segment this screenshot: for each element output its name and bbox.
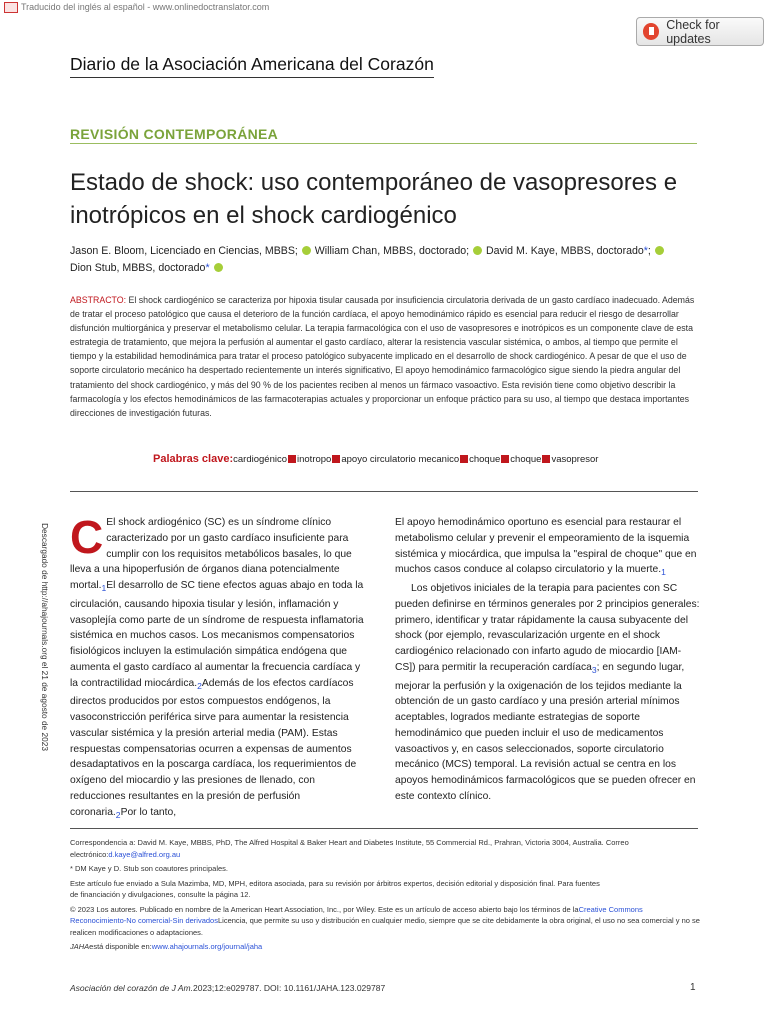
corresponding-mark[interactable]: *	[205, 262, 210, 274]
orcid-icon[interactable]	[655, 246, 664, 255]
orcid-icon[interactable]	[473, 246, 482, 255]
keyword[interactable]: inotropo	[297, 454, 332, 465]
keyword-separator-icon	[288, 455, 296, 463]
translator-bar[interactable]	[0, 0, 269, 14]
orcid-icon[interactable]	[302, 246, 311, 255]
keyword-separator-icon	[332, 455, 340, 463]
journal-title[interactable]: Diario de la Asociación Americana del Corazón	[70, 54, 434, 78]
abstract-label: ABSTRACTO:	[70, 295, 127, 305]
journal-url-link[interactable]: www.ahajournals.org/journal/jaha	[151, 942, 263, 951]
abstract-divider	[70, 491, 698, 492]
page-number: 1	[690, 982, 696, 993]
download-note	[32, 514, 50, 770]
author-chan: William Chan, MBBS, doctorado;	[314, 245, 470, 257]
author-stub: Dion Stub, MBBS, doctorado	[70, 262, 206, 274]
keyword[interactable]: cardiogénico	[233, 454, 287, 465]
footnote-divider	[70, 828, 698, 829]
body-paragraph: El apoyo hemodinámico oportuno es esencial para restaurar el metabolismo celular y prevenir el empeoramiento de la isquemia sistémica y miocárdica, que impulsa la "espiral de choque" que en muchos casos conduce al colapso circulatorio y la $muerte._1$	[395, 517, 697, 578]
editor-note: Este artículo fue enviado a Sula Mazimba, MD, MPH, editora asociada, para su revisión por árbitros expertos, decisión editorial y disposición final. Para fuentes de financiación y divulgaciones, consulte la página 12.	[70, 878, 600, 899]
check-for-updates-button[interactable]	[636, 17, 764, 46]
coauthor-note: * DM Kaye y D. Stub son coautores principales.	[70, 864, 228, 873]
reference-link[interactable]: 1	[101, 583, 107, 594]
translator-flag-icon	[4, 2, 18, 13]
correspondence-note: Correspondencia a: David M. Kaye, MBBS, PhD, The Alfred Hospital & Baker Heart and Diabetes Institute, 55 Commercial Rd., Prahran, Victoria 3004, Australia. Correo electrónico:d.kaye@alfred.org.au	[70, 838, 629, 859]
keyword[interactable]: apoyo circulatorio mecanico	[341, 454, 460, 465]
keyword[interactable]: choque	[469, 454, 501, 465]
article-title: Estado de shock: uso contemporáneo de vasopresores e inotrópicos en el shock cardiogénico	[70, 169, 678, 229]
footer-citation: Asociación del corazón de J Am.2023;12:e029787. DOI: 10.1161/JAHA.123.029787	[70, 983, 386, 993]
keyword[interactable]: vasopresor	[551, 454, 599, 465]
body-column-right	[395, 515, 701, 805]
reference-link[interactable]: 1	[661, 567, 666, 578]
keyword-separator-icon	[501, 455, 509, 463]
reference-link[interactable]: 3	[591, 664, 597, 675]
body-paragraph: Los objetivos iniciales de la terapia para pacientes con SC pueden definirse en términos generales por 2 principios generales: primero, identificar y tratar rápidamente la causa subyacente del shock (por ejemplo, revascularización urgente en el shock cardiogénico relacionado con infarto agudo de miocardio [IAM-CS]) para permitir la recuperación cardíaca$_3$; en segundo lugar, mejorar la perfusión y la oxigenación de los tejidos mediante la obtención de un gasto cardíaco y una presión arterial mínimos aceptables, logrados mediante estrategias de soporte hemodinámico que pueden incluir el uso de medicamentos vasoactivos y, en casos seleccionados, soporte circulatorio mecánico (MCS) temporal. La revisión actual se centra en los apoyos hemodinámicos farmacológicos que se pueden ofrecer en este contexto clínico.	[395, 583, 700, 802]
download-note-text: Descargado de http://ahajournals.org el 21 de agosto de 2023	[40, 523, 50, 751]
keyword[interactable]: choque	[510, 454, 542, 465]
author-bloom: Jason E. Bloom, Licenciado en Ciencias, MBBS;	[70, 245, 298, 257]
license-link[interactable]: Creative Commons Reconocimiento-No comercial-Sin derivados	[70, 904, 643, 925]
section-label: REVISIÓN CONTEMPORÁNEA	[70, 126, 279, 142]
author-list: Jason E. Bloom, Licenciado en Ciencias, MBBS; William Chan, MBBS, doctorado; David M. Kaye, MBBS, doctorado*; Dion Stub, MBBS, doctorado*	[70, 243, 700, 277]
jaha-availability-note: JAHAestá disponible en:www.ahajournals.org/journal/jaha	[70, 942, 263, 951]
translator-text: Traducido del inglés al español - www.onlinedoctranslator.com	[21, 2, 270, 12]
bookmark-icon	[643, 23, 659, 40]
email-link[interactable]: d.kaye@alfred.org.au	[108, 849, 181, 859]
keyword-separator-icon	[542, 455, 550, 463]
section-divider	[70, 143, 697, 144]
reference-link[interactable]: 2	[197, 680, 202, 691]
body-column-left	[70, 511, 368, 823]
abstract-text: El shock cardiogénico se caracteriza por hipoxia tisular causada por insuficiencia circulatoria derivada de un gasto cardíaco inadecuado. Además de tratar el proceso patológico que causa el deterioro de la función cardíaca, el apoyo hemodinámico rápido es esencial para reducir el riesgo de desarrollar disfunción multiorgánica y preservar el metabolismo celular. La terapia farmacológica con el uso de vasopresores e inotrópicos es un componente clave de esta estrategia de tratamiento, que mejora la perfusión al aumentar el gasto cardíaco, alterar la resistencia vascular sistémica, o ambos, al tiempo que permite el tiempo y la estabilidad hemodinámica para tratar el proceso patológico subyacente implicado en el desarrollo de shock cardiogénico. A pesar de que el uso de soporte circulatorio mecánico ha despertado recientemente un interés significativo, El apoyo hemodinámico farmacológico sigue siendo la piedra angular del tratamiento del shock cardiogénico, y más del 90 % de los pacientes reciben al menos un fármaco vasoactivo. Esta revisión tiene como objetivo describir la farmacología y los efectos hemodinámicos de las farmacoterapias actuales y proporcionar un enfoque práctico para su uso, al tiempo que destaca importantes direcciones de investigación futuras.	[70, 295, 695, 418]
keywords-label: Palabras clave:	[153, 453, 234, 465]
reference-link[interactable]: 2	[115, 809, 121, 820]
author-kaye: David M. Kaye, MBBS, doctorado	[485, 245, 644, 257]
check-updates-label: Check for updates	[666, 17, 720, 46]
intro-paragraph: C El shock ardiogénico (SC) es un síndrome clínico caracterizado por un gasto cardíaco insuficiente para cumplir con los requisitos metabólicos basales, lo que lleva a una hipoperfusión de órganos diana potencialmente $mortal._1El$ desarrollo de SC tiene efectos aguas abajo en toda la circulación, causando hipoxia tisular y lesión, inflamación y vasoplejía como parte de un síndrome de respuesta inflamatoria sistémica en muchos casos. Los mecanismos compensatorios fisiológicos incluyen la estimulación simpática endógena que aumenta el gasto cardíaco al aumentar la frecuencia cardíaca y la contractilidad $miocárdica._2Además$ de los efectos cardíacos directos producidos por estos compuestos endógenos, la vasoconstricción periférica sirve para aumentar la resistencia vascular sistémica y la presión arterial media (PAM). Estas respuestas compensatorias ocurren a expensas de aumentos desadaptativos en la poscarga cardíaca, los requerimientos de oxígeno del miocardio y las presiones de llenado, con reducciones resultantes en la presión de perfusión $coronaria._2Por$ lo tanto,	[70, 511, 364, 820]
orcid-icon[interactable]	[214, 263, 223, 272]
copyright-note: © 2023 Los autores. Publicado en nombre de la American Heart Association, Inc., por Wiley. Este es un artículo de acceso abierto bajo los términos de laCreative Commons Reconocimiento-No comercial-Sin derivadosLicencia, que permite su uso y distribución en cualquier medio, siempre que se cite debidamente la obra original, el uso no sea comercial y no se realicen modificaciones o adaptaciones.	[70, 904, 700, 937]
keyword-separator-icon	[460, 455, 468, 463]
drop-cap: C	[70, 511, 104, 563]
keywords	[153, 453, 598, 465]
corresponding-mark[interactable]: *	[643, 245, 648, 257]
footnotes	[70, 837, 700, 956]
abstract	[70, 293, 702, 420]
